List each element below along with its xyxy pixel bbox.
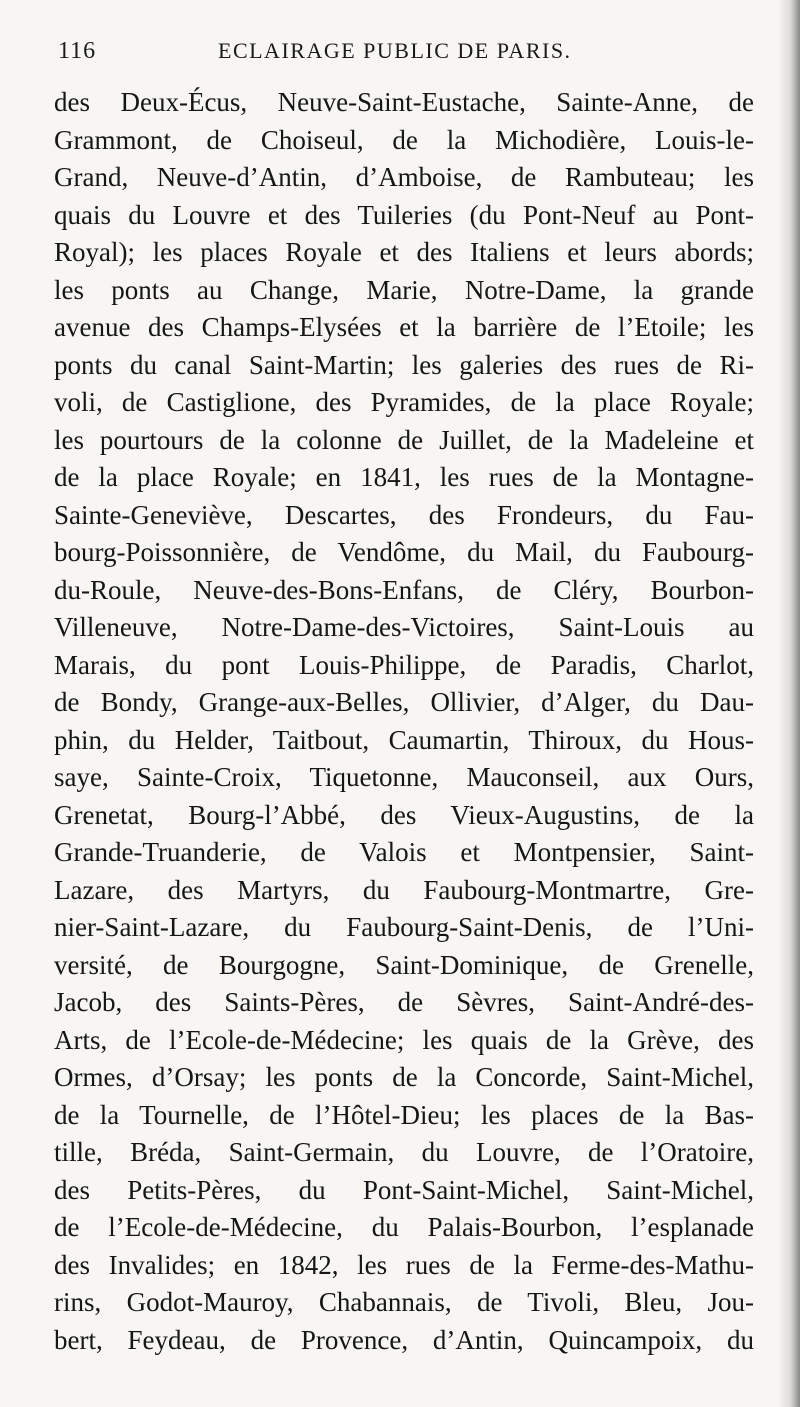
text-line: tille, Bréda, Saint-Germain, du Louvre, de l’Oratoire, [54,1137,754,1167]
text-line: saye, Sainte-Croix, Tiquetonne, Mauconseil, aux Ours, [54,762,754,792]
text-line: de la Tournelle, de l’Hôtel-Dieu; les places de la Bas- [54,1099,754,1130]
text-line: avenue des Champs-Elysées et la barrière de l’Etoile; les [54,312,754,342]
page-edge-shadow [778,0,800,1407]
text-line: Grammont, de Choiseul, de la Michodière, Louis-le- [54,124,754,155]
text-line: Jacob, des Saints-Pères, de Sèvres, Saint-André-des- [54,987,754,1017]
text-line: bourg-Poissonnière, de Vendôme, du Mail, du Faubourg- [54,537,754,567]
text-line: bert, Feydeau, de Provence, d’Antin, Quincampoix, du [54,1324,754,1355]
body-text [54,84,754,1359]
text-line: de la place Royale; en 1841, les rues de la Montagne- [54,462,754,492]
page-number: 116 [58,38,97,64]
text-line: ponts du canal Saint-Martin; les galeries des rues de Ri- [54,349,754,380]
text-line: Grande-Truanderie, de Valois et Montpensier, Saint- [54,837,754,867]
text-line: quais du Louvre et des Tuileries (du Pont-Neuf au Pont- [54,199,754,230]
text-line: Marais, du pont Louis-Philippe, de Paradis, Charlot, [54,649,754,680]
text-line: de l’Ecole-de-Médecine, du Palais-Bourbon, l’esplanade [54,1212,754,1242]
text-line: Grenetat, Bourg-l’Abbé, des Vieux-Augustins, de la [54,799,754,830]
text-line: des Invalides; en 1842, les rues de la Ferme-des-Mathu- [54,1249,754,1280]
text-line: du-Roule, Neuve-des-Bons-Enfans, de Cléry, Bourbon- [54,574,754,605]
text-line: versité, de Bourgogne, Saint-Dominique, de Grenelle, [54,949,754,980]
text-line: Ormes, d’Orsay; les ponts de la Concorde, Saint-Michel, [54,1062,754,1092]
running-title: ECLAIRAGE PUBLIC DE PARIS. [218,38,572,63]
running-head [58,38,758,72]
text-line: des Deux-Écus, Neuve-Saint-Eustache, Sainte-Anne, de [54,87,754,117]
text-line: des Petits-Pères, du Pont-Saint-Michel, Saint-Michel, [54,1174,754,1205]
text-line: Lazare, des Martyrs, du Faubourg-Montmartre, Gre- [54,874,754,905]
text-line: nier-Saint-Lazare, du Faubourg-Saint-Denis, de l’Uni- [54,912,754,942]
text-line: Villeneuve, Notre-Dame-des-Victoires, Saint-Louis au [54,612,754,642]
text-line: les pourtours de la colonne de Juillet, de la Madeleine et [54,424,754,455]
text-line: Royal); les places Royale et des Italiens et leurs abords; [54,237,754,267]
text-line: Sainte-Geneviève, Descartes, des Frondeurs, du Fau- [54,499,754,530]
text-line: Grand, Neuve-d’Antin, d’Amboise, de Rambuteau; les [54,162,754,192]
text-line: voli, de Castiglione, des Pyramides, de la place Royale; [54,387,754,417]
text-line: phin, du Helder, Taitbout, Caumartin, Thiroux, du Hous- [54,724,754,755]
text-line: de Bondy, Grange-aux-Belles, Ollivier, d’Alger, du Dau- [54,687,754,717]
text-line: les ponts au Change, Marie, Notre-Dame, la grande [54,274,754,305]
text-line: Arts, de l’Ecole-de-Médecine; les quais de la Grève, des [54,1024,754,1055]
text-line: rins, Godot-Mauroy, Chabannais, de Tivoli, Bleu, Jou- [54,1287,754,1317]
